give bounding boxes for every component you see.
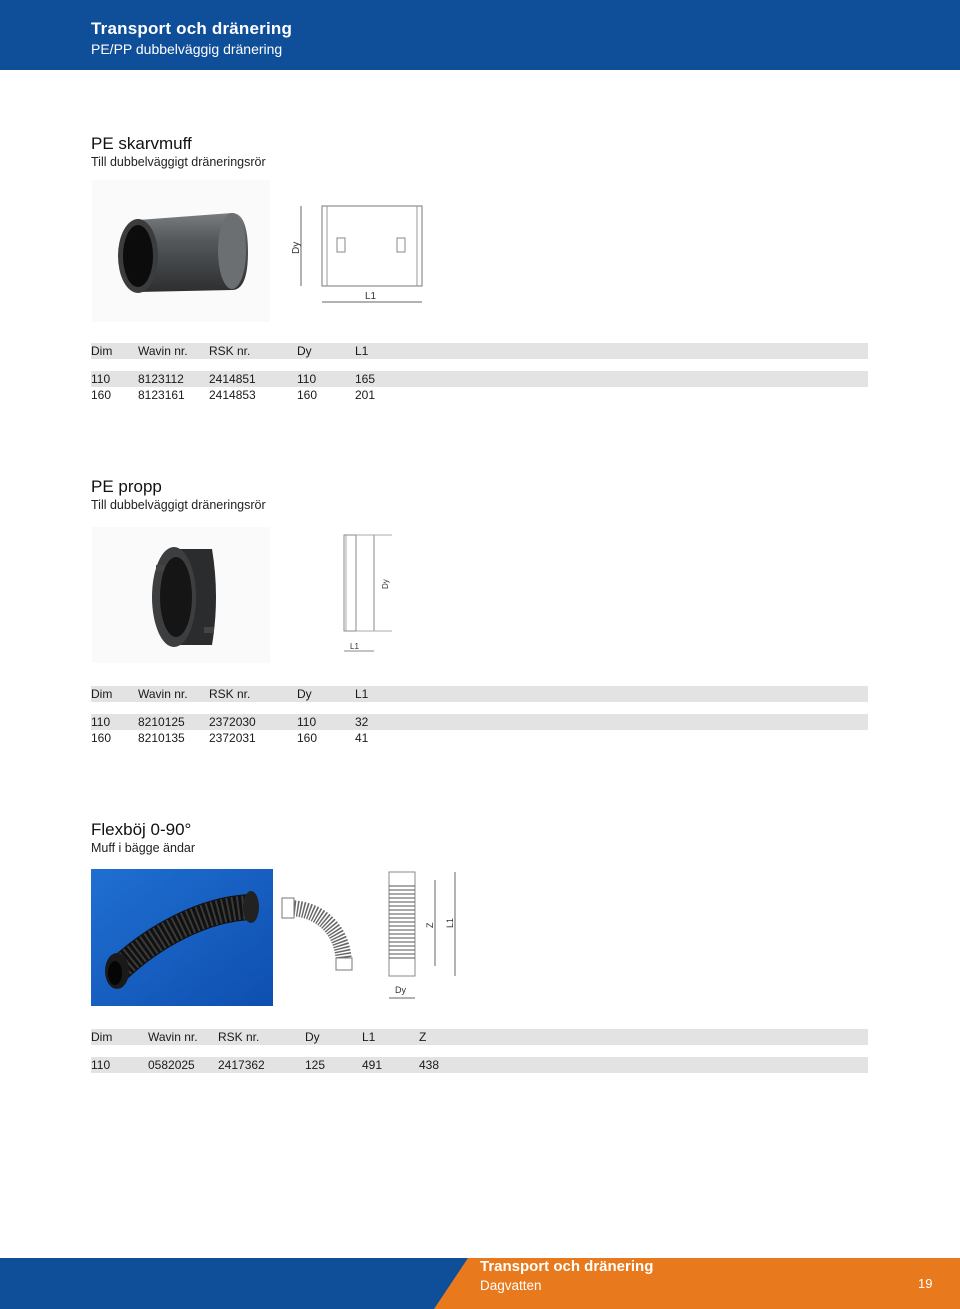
flexboj-table	[91, 1029, 868, 1073]
section-title: Flexböj 0-90°	[91, 820, 192, 839]
propp-diagram	[330, 529, 398, 659]
col-header: Dim	[91, 1029, 148, 1045]
table-row: 110 8210125 2372030 110 32	[91, 714, 868, 730]
footer-subtitle: Dagvatten	[480, 1278, 542, 1293]
section-subtitle: Till dubbelväggigt dräneringsrör	[91, 155, 266, 169]
table-row: 110 8123112 2414851 110 165	[91, 371, 868, 387]
section-skarvmuff	[91, 134, 868, 170]
flexboj-photo	[91, 869, 273, 1006]
col-header: Wavin nr.	[148, 1029, 218, 1045]
page-number: 19	[918, 1276, 933, 1291]
dim-label-dy: Dy	[381, 579, 390, 589]
dim-label-dy: Dy	[395, 985, 406, 995]
propp-table	[91, 686, 868, 746]
section-title: PE propp	[91, 477, 162, 496]
page-header	[0, 0, 960, 70]
col-header: RSK nr.	[209, 686, 297, 702]
header-title: Transport och dränering	[91, 19, 293, 38]
col-header: Dim	[91, 686, 138, 702]
col-header: RSK nr.	[218, 1029, 305, 1045]
flexboj-bend-diagram	[278, 888, 358, 974]
col-header: Wavin nr.	[138, 686, 209, 702]
col-header: Z	[419, 1029, 868, 1045]
section-propp	[91, 477, 868, 513]
table-row: 160 8210135 2372031 160 41	[91, 731, 369, 745]
col-header: Wavin nr.	[138, 343, 209, 359]
dim-label-dy: Dy	[291, 241, 302, 254]
table-row: 160 8123161 2414853 160 201	[91, 388, 376, 402]
section-flexboj	[91, 820, 868, 856]
col-header: RSK nr.	[209, 343, 297, 359]
col-header: L1	[355, 343, 868, 359]
propp-photo	[92, 527, 270, 663]
section-subtitle: Till dubbelväggigt dräneringsrör	[91, 498, 266, 512]
section-subtitle: Muff i bägge ändar	[91, 841, 196, 855]
flexboj-straight-diagram	[383, 866, 463, 1008]
col-header: L1	[362, 1029, 419, 1045]
page-footer	[0, 1258, 960, 1309]
col-header: Dy	[297, 686, 355, 702]
dim-label-l1: L1	[445, 917, 455, 928]
skarvmuff-photo	[92, 180, 270, 322]
dim-label-z: Z	[425, 922, 435, 928]
table-row: 110 0582025 2417362 125 491 438	[91, 1057, 868, 1073]
footer-title: Transport och dränering	[480, 1258, 654, 1275]
table-header-row	[91, 343, 868, 359]
skarvmuff-diagram	[287, 198, 435, 310]
skarvmuff-table	[91, 343, 868, 403]
col-header: Dy	[305, 1029, 362, 1045]
dim-label-l1: L1	[365, 291, 377, 302]
section-title: PE skarvmuff	[91, 134, 192, 153]
col-header: Dy	[297, 343, 355, 359]
header-subtitle: PE/PP dubbelväggig dränering	[91, 41, 283, 57]
col-header: Dim	[91, 343, 138, 359]
dim-label-l1: L1	[350, 642, 359, 651]
table-header-row	[91, 1029, 868, 1045]
col-header: L1	[355, 686, 868, 702]
table-header-row	[91, 686, 868, 702]
